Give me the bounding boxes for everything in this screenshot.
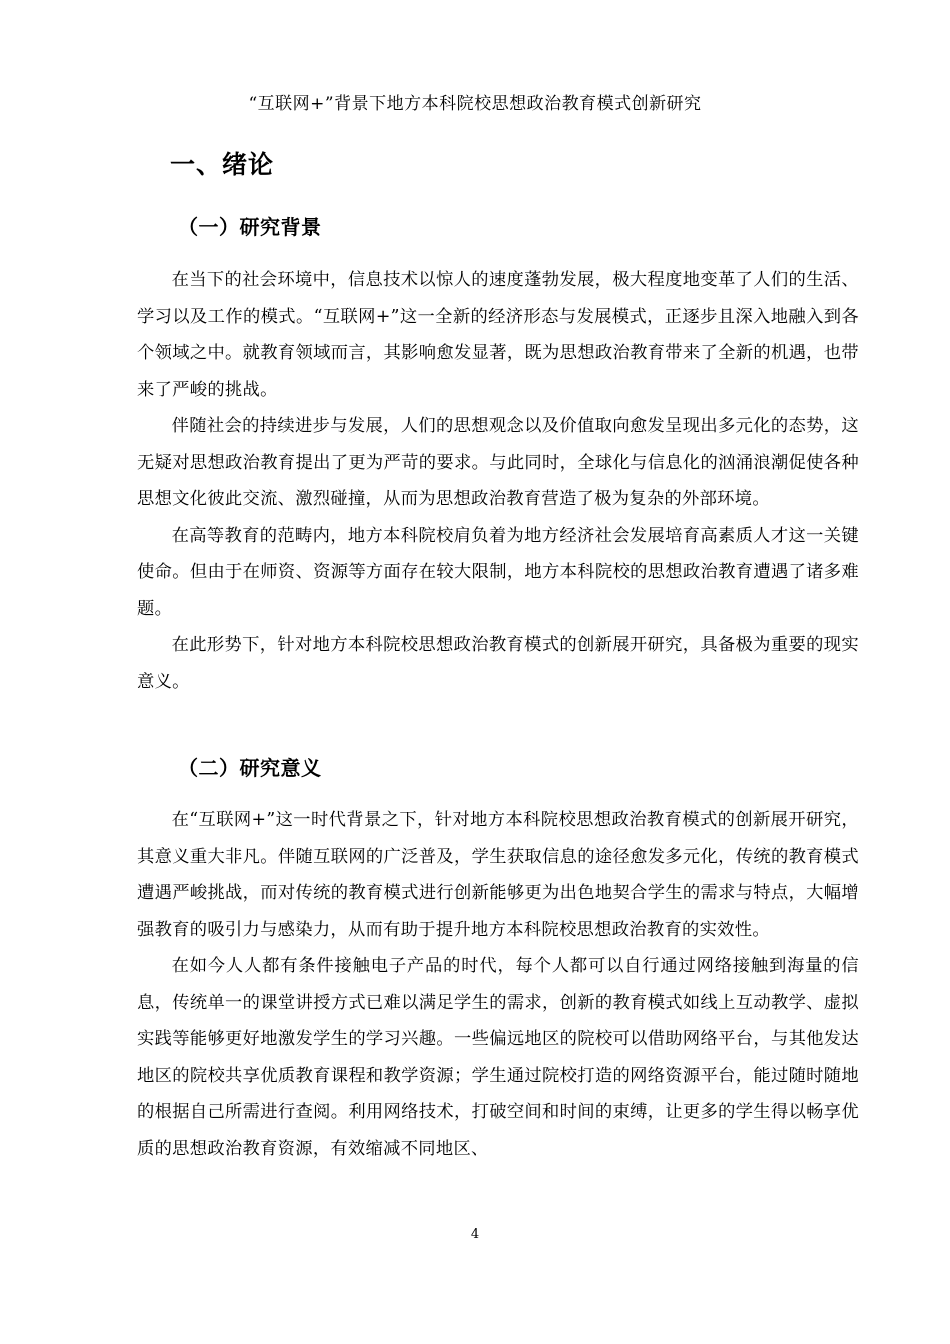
paragraph: 在此形势下，针对地方本科院校思想政治教育模式的创新展开研究，具备极为重要的现实意义。 <box>137 635 859 692</box>
section-title-significance: （二）研究意义 <box>178 756 322 780</box>
section-body-significance <box>137 802 859 1167</box>
paragraph: 在当下的社会环境中，信息技术以惊人的速度蓬勃发展，极大程度地变革了人们的生活、学习以及工作的模式。“互联网+”这一全新的经济形态与发展模式，正逐步且深入地融入到各个领域之中。就教育领域而言，其影响愈发显著，既为思想政治教育带来了全新的机遇，也带来了严峻的挑战。 <box>137 270 859 400</box>
running-header: “互联网+”背景下地方本科院校思想政治教育模式创新研究 <box>248 94 702 114</box>
page-number: 4 <box>470 1227 480 1242</box>
section-title-background: （一）研究背景 <box>178 215 322 239</box>
chapter-title: 一、绪论 <box>170 150 275 179</box>
paragraph: 伴随社会的持续进步与发展，人们的思想观念以及价值取向愈发呈现出多元化的态势，这无疑对思想政治教育提出了更为严苛的要求。与此同时，全球化与信息化的汹涌浪潮促使各种思想文化彼此交流、激烈碰撞，从而为思想政治教育营造了极为复杂的外部环境。 <box>137 416 859 509</box>
paragraph: 在高等教育的范畴内，地方本科院校肩负着为地方经济社会发展培育高素质人才这一关键使命。但由于在师资、资源等方面存在较大限制，地方本科院校的思想政治教育遭遇了诸多难题。 <box>137 525 859 619</box>
paragraph: 在如今人人都有条件接触电子产品的时代，每个人都可以自行通过网络接触到海量的信息，传统单一的课堂讲授方式已难以满足学生的需求，创新的教育模式如线上互动教学、虚拟实践等能够更好地激发学生的学习兴趣。一些偏远地区的院校可以借助网络平台，与其他发达地区的院校共享优质教育课程和教学资源；学生通过院校打造的网络资源平台，能过随时随地的根据自己所需进行查阅。利用网络技术，打破空间和时间的束缚，让更多的学生得以畅享优质的思想政治教育资源，有效缩减不同地区、 <box>137 956 859 1159</box>
section-body-background <box>137 262 859 700</box>
paragraph: 在“互联网+”这一时代背景之下，针对地方本科院校思想政治教育模式的创新展开研究，其意义重大非凡。伴随互联网的广泛普及，学生获取信息的途径愈发多元化，传统的教育模式遭遇严峻挑战，而对传统的教育模式进行创新能够更为出色地契合学生的需求与特点，大幅增强教育的吸引力与感染力，从而有助于提升地方本科院校思想政治教育的实效性。 <box>137 810 859 940</box>
